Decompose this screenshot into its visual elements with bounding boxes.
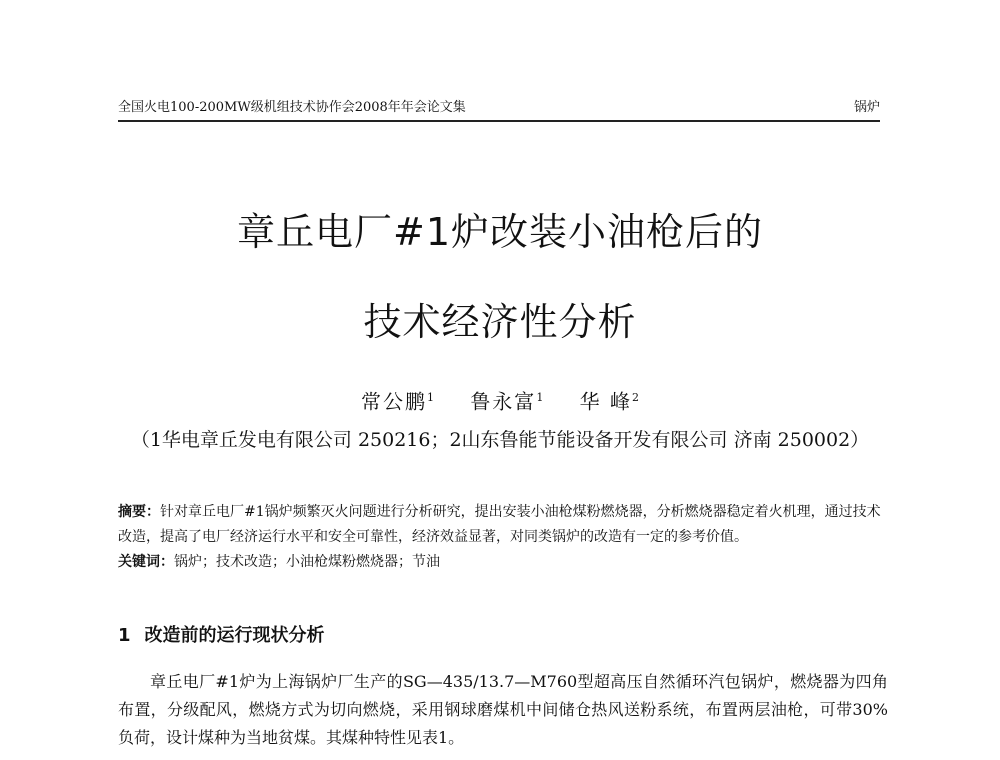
abstract-label: 摘要： <box>118 504 160 520</box>
paper-title-line-2: 技术经济性分析 <box>363 300 637 344</box>
author-list <box>0 385 1000 415</box>
paper-title-line-1: 章丘电厂#1炉改装小油枪后的 <box>236 210 764 254</box>
abstract-paragraph <box>118 500 888 550</box>
keywords-paragraph <box>118 550 888 575</box>
author-name: 常公鹏 <box>360 389 427 414</box>
author-1 <box>361 385 434 415</box>
author-affiliation-mark: 1 <box>536 391 544 404</box>
author-affiliation-mark: 1 <box>426 391 434 404</box>
abstract-text: 针对章丘电厂#1锅炉频繁灭火问题进行分析研究，提出安装小油枪煤粉燃烧器，分析燃烧器稳定着火机理，通过技术改造，提高了电厂经济运行水平和安全可靠性，经济效益显著，对同类锅炉的改造有一定的参考价值。 <box>118 504 881 545</box>
affiliation-line: （1华电章丘发电有限公司 250216；2山东鲁能节能设备开发有限公司 济南 250002） <box>130 429 870 451</box>
author-name: 鲁永富 <box>470 389 537 414</box>
abstract-block <box>118 500 888 575</box>
header-proceedings-title: 全国火电100-200MW级机组技术协作会2008年年会论文集 <box>118 100 466 115</box>
keywords-text: 锅炉；技术改造；小油枪煤粉燃烧器；节油 <box>174 554 440 570</box>
section-heading-1 <box>118 624 325 648</box>
author-3 <box>580 385 639 415</box>
section-title: 改造前的运行现状分析 <box>144 625 325 646</box>
section-number: 1 <box>118 625 131 646</box>
author-2 <box>470 385 543 415</box>
keywords-label: 关键词： <box>118 554 174 570</box>
running-header <box>118 100 880 122</box>
author-name: 华 峰 <box>579 389 633 414</box>
author-affiliation-mark: 2 <box>632 391 640 404</box>
header-section-label: 锅炉 <box>853 100 880 115</box>
section-1-paragraph: 章丘电厂#1炉为上海锅炉厂生产的SG—435/13.7—M760型超高压自然循环汽包锅炉，燃烧器为四角布置，分级配风，燃烧方式为切向燃烧，采用钢球磨煤机中间储仓热风送粉系统，布置两层油枪，可带30%负荷，设计煤种为当地贫煤。其煤种特性见表1。 <box>118 672 888 747</box>
